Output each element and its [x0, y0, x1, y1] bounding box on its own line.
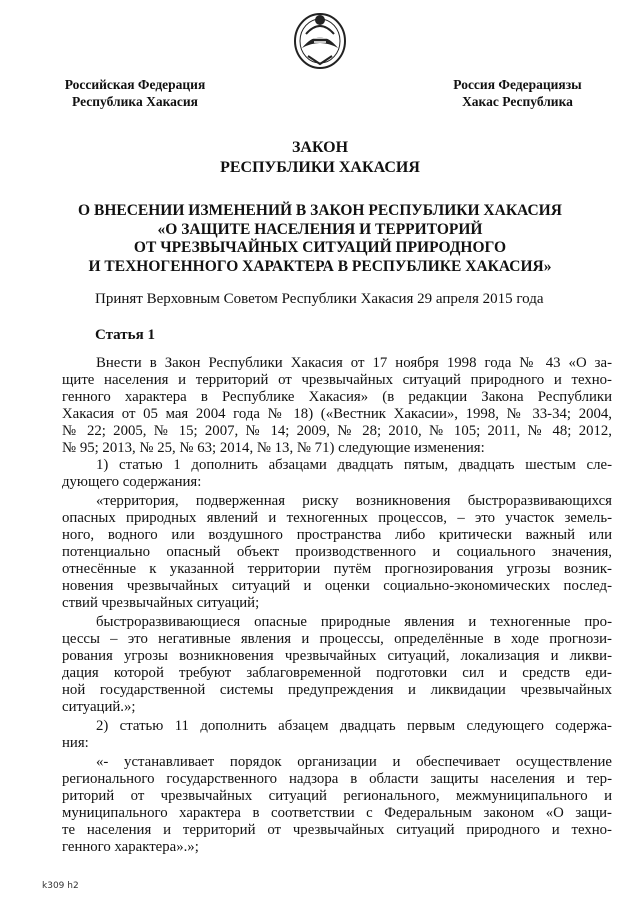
body-line: быстроразвивающиеся опасные природные явления и техногенные про-: [96, 614, 612, 630]
body-line: регионального государственного надзора в области защиты населения и тер-: [62, 771, 612, 787]
body-line: новения чрезвычайных ситуаций и оценки социально-экономических послед-: [62, 578, 612, 594]
coat-of-arms-icon: [292, 8, 348, 70]
body-line: генного характера».»;: [62, 839, 199, 855]
body-line: ствий чрезвычайных ситуаций;: [62, 595, 260, 611]
body-line: щите населения и территорий от чрезвычайных ситуаций природного и техно-: [62, 372, 612, 388]
body-line: отнесённые к указанной территории путём прогнозирования угрозы возник-: [62, 561, 612, 577]
body-line: 2) статью 11 дополнить абзацем двадцать первым следующего содержа-: [96, 718, 612, 734]
body-line: те населения и территорий от чрезвычайных ситуаций природного и техно-: [62, 822, 612, 838]
body-line: ситуаций.»;: [62, 699, 136, 715]
body-line: опасных природных явлений и техногенных процессов, – это участок земель-: [62, 510, 612, 526]
header-left-line-1: Российская Федерация: [64, 77, 206, 92]
body-line: «территория, подверженная риску возникновения быстроразвивающихся: [96, 493, 612, 509]
subject-line: ОТ ЧРЕЗВЫЧАЙНЫХ СИТУАЦИЙ ПРИРОДНОГО: [133, 239, 507, 256]
document-code: k309 h2: [42, 881, 79, 891]
body-line: риторий от чрезвычайных ситуаций регионального, межмуниципального и: [62, 788, 612, 804]
subject-line: «О ЗАЩИТЕ НАСЕЛЕНИЯ И ТЕРРИТОРИЙ: [157, 220, 483, 238]
body-line: Внести в Закон Республики Хакасия от 17 ноября 1998 года № 43 «О за-: [96, 355, 612, 371]
header-right-line-2: Хакас Республика: [462, 94, 573, 109]
body-line: цессы – это негативные явления и процессы, определённые в ходе прогнози-: [62, 631, 612, 647]
subject-line: И ТЕХНОГЕННОГО ХАРАКТЕРА В РЕСПУБЛИКЕ ХАКАСИЯ»: [88, 257, 552, 275]
article-heading: Статья 1: [95, 327, 155, 343]
body-line: муниципального характера в соответствии с Федеральным законом «О защи-: [62, 805, 612, 821]
header-right: [430, 76, 605, 110]
body-line: № 22; 2005, № 15; 2007, № 14; 2009, № 28; 2010, № 105; 2011, № 48; 2012,: [62, 423, 612, 439]
header-left-line-2: Республика Хакасия: [72, 94, 198, 109]
header-right-line-1: Россия Федерациязы: [453, 77, 582, 92]
body-line: № 95; 2013, № 25, № 63; 2014, № 13, № 71) следующие изменения:: [62, 440, 485, 456]
body-line: дация которой требуют заблаговременной подготовки сил и средств еди-: [62, 665, 612, 681]
body-line: ного, водного или воздушного пространства либо критически важный или: [62, 527, 612, 543]
body-line: генного характера в Республике Хакасия» (в редакции Закона Республики: [62, 389, 612, 405]
body-line: ной государственной системы предупреждения и ликвидации чрезвычайных: [62, 682, 612, 698]
body-line: Хакасия от 05 мая 2004 года № 18) («Вестник Хакасии», 1998, № 33-34; 2004,: [62, 406, 612, 422]
article-body: [62, 355, 612, 856]
document-title: [0, 138, 640, 178]
body-line: ния:: [62, 735, 89, 751]
header-left: [50, 76, 220, 110]
body-line: «- устанавливает порядок организации и обеспечивает осуществление: [96, 754, 612, 770]
title-line-1: ЗАКОН: [291, 139, 349, 156]
law-subject: [60, 202, 580, 276]
body-line: дующего содержания:: [62, 474, 202, 490]
body-line: потенциально опасный объект производственного и социального значения,: [62, 544, 612, 560]
body-line: рования угрозы возникновения чрезвычайных ситуаций, локализация и ликви-: [62, 648, 612, 664]
adoption-statement: Принят Верховным Советом Республики Хакасия 29 апреля 2015 года: [95, 291, 544, 307]
title-line-2: РЕСПУБЛИКИ ХАКАСИЯ: [220, 159, 420, 176]
subject-line: О ВНЕСЕНИИ ИЗМЕНЕНИЙ В ЗАКОН РЕСПУБЛИКИ ХАКАСИЯ: [78, 202, 562, 219]
body-line: 1) статью 1 дополнить абзацами двадцать пятым, двадцать шестым сле-: [96, 457, 612, 473]
